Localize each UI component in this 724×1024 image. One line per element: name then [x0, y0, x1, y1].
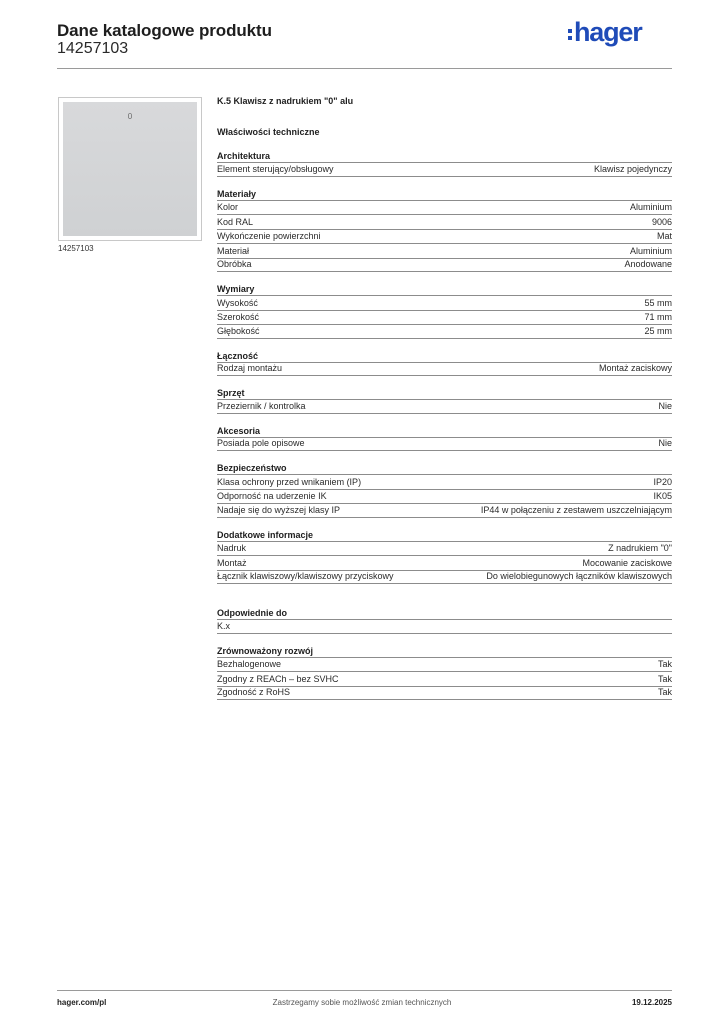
product-number: 14257103: [57, 40, 129, 57]
section-rows: [217, 399, 672, 414]
property-value: Aluminium: [629, 245, 672, 256]
section-title: Zrównoważony rozwój: [217, 645, 313, 656]
section-title: Materiały: [217, 188, 257, 199]
property-value: Montaż zaciskowy: [598, 363, 672, 373]
logo-text: hager: [574, 17, 642, 47]
property-row: [217, 243, 672, 258]
header-divider: [57, 68, 672, 69]
property-value: Aluminium: [629, 202, 672, 212]
property-row: [217, 686, 672, 701]
property-row: [217, 324, 672, 339]
property-row: [217, 362, 672, 377]
property-label: Wysokość: [217, 297, 258, 308]
section: [217, 426, 672, 452]
property-row: [217, 657, 672, 672]
property-value: Nie: [658, 400, 672, 411]
property-row: [217, 162, 672, 177]
property-value: 55 mm: [644, 297, 672, 308]
property-label: Zgodność z RoHS: [217, 687, 291, 697]
property-row: [217, 295, 672, 310]
property-label: Rodzaj montażu: [217, 363, 283, 373]
section: [217, 646, 672, 701]
section-rows: [217, 474, 672, 518]
property-value: Mat: [656, 231, 672, 241]
hager-logo: [568, 17, 642, 48]
section-rows: [217, 295, 672, 339]
property-label: Głębokość: [217, 325, 260, 336]
property-label: Zgodny z REACh – bez SVHC: [217, 673, 339, 684]
property-row: [217, 555, 672, 570]
property-value: Tak: [657, 659, 672, 669]
section-title: Bezpieczeństwo: [217, 463, 287, 473]
property-label: Materiał: [217, 245, 250, 256]
property-value: Tak: [657, 673, 672, 684]
property-sections: [217, 151, 672, 700]
property-value: Klawisz pojedynczy: [593, 163, 672, 174]
section-title: Sprzęt: [217, 388, 245, 398]
property-row: [217, 437, 672, 452]
product-details: [217, 95, 672, 700]
property-value: IP44 w połączeniu z zestawem uszczelniającym: [480, 504, 672, 515]
property-label: Odporność na uderzenie IK: [217, 491, 327, 501]
property-label: Posiada pole opisowe: [217, 438, 305, 448]
section-title: Dodatkowe informacje: [217, 529, 314, 540]
property-label: Nadruk: [217, 543, 247, 553]
property-label: Łącznik klawiszowy/klawiszowy przyciskowy: [217, 571, 394, 581]
switch-plate-image: [63, 102, 197, 236]
section: [217, 388, 672, 414]
property-value: Do wielobiegunowych łączników klawiszowych: [486, 571, 672, 581]
section: [217, 151, 672, 177]
section-title: Łączność: [217, 350, 259, 361]
logo-dots-icon: [568, 29, 572, 40]
property-label: Nadaje się do wyższej klasy IP: [217, 504, 341, 515]
property-row: [217, 671, 672, 686]
section-rows: [217, 362, 672, 377]
property-value: IP20: [653, 476, 672, 487]
property-label: Klasa ochrony przed wnikaniem (IP): [217, 476, 362, 487]
product-image: [58, 97, 202, 241]
property-value: 71 mm: [644, 312, 672, 322]
property-label: Szerokość: [217, 312, 260, 322]
section-title: Wymiary: [217, 284, 255, 294]
property-label: Kolor: [217, 202, 239, 212]
section: [217, 284, 672, 339]
property-row: [217, 489, 672, 504]
section-rows: [217, 200, 672, 273]
property-row: [217, 310, 672, 325]
property-row: [217, 214, 672, 229]
footer-disclaimer: Zastrzegamy sobie możliwość zmian technicznych: [272, 998, 452, 1007]
section: [217, 608, 672, 634]
property-row: [217, 229, 672, 244]
property-value: Anodowane: [624, 259, 672, 269]
property-label: Montaż: [217, 557, 247, 568]
section-title: Architektura: [217, 151, 271, 161]
footer-date: 19.12.2025: [631, 998, 672, 1007]
section-rows: [217, 437, 672, 452]
property-row: [217, 399, 672, 414]
property-value: IK05: [653, 491, 672, 501]
section-title: Akcesoria: [217, 425, 261, 436]
property-label: Kod RAL: [217, 216, 254, 227]
property-label: Element sterujący/obsługowy: [217, 163, 334, 174]
property-row: [217, 541, 672, 556]
section-rows: [217, 619, 672, 634]
property-value: 9006: [651, 216, 672, 227]
property-row: [217, 258, 672, 273]
product-name: K.5 Klawisz z nadrukiem "0" alu: [217, 96, 354, 106]
property-value: Mocowanie zaciskowe: [582, 557, 672, 568]
property-row: [217, 619, 672, 634]
footer-website[interactable]: hager.com/pl: [57, 998, 107, 1007]
property-value: 25 mm: [644, 325, 672, 336]
property-label: K.x: [217, 620, 231, 631]
property-label: Wykończenie powierzchni: [217, 231, 321, 241]
page-title: Dane katalogowe produktu: [57, 21, 272, 40]
property-value: Nie: [658, 438, 672, 448]
property-row: [217, 503, 672, 518]
plate-print-mark: 0: [127, 112, 133, 121]
property-row: [217, 570, 672, 585]
property-label: Przeziernik / kontrolka: [217, 400, 306, 411]
footer-divider: [57, 990, 672, 991]
property-value: Tak: [657, 687, 672, 697]
image-caption: 14257103: [58, 244, 94, 253]
section: [217, 351, 672, 377]
property-row: [217, 474, 672, 489]
section: [217, 530, 672, 585]
properties-title: Właściwości techniczne: [217, 127, 320, 137]
section-rows: [217, 162, 672, 177]
section: [217, 189, 672, 273]
section-rows: [217, 657, 672, 701]
property-label: Obróbka: [217, 259, 252, 269]
section: [217, 463, 672, 518]
section-title: Odpowiednie do: [217, 608, 287, 618]
property-row: [217, 200, 672, 215]
property-value: Z nadrukiem "0": [608, 543, 672, 553]
section-rows: [217, 541, 672, 585]
property-label: Bezhalogenowe: [217, 659, 282, 669]
